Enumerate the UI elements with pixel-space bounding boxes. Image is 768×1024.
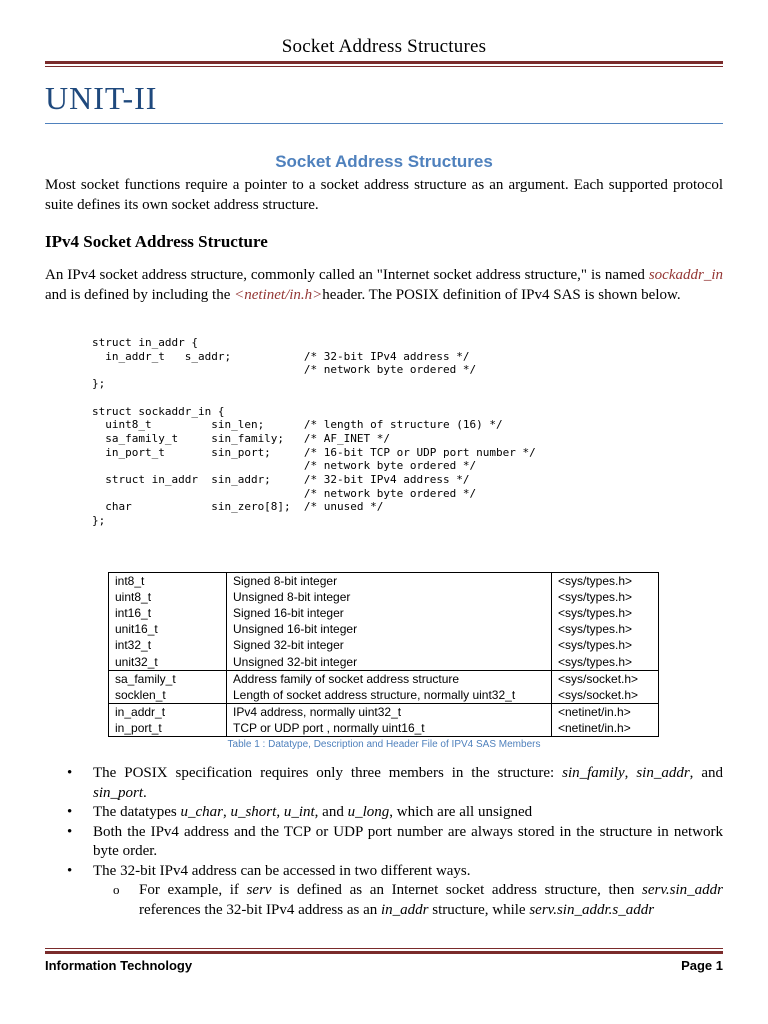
ipv4-text-3: header. The POSIX definition of IPv4 SAS is shown below. (322, 286, 681, 303)
list-item: • The datatypes u_char, u_short, u_int, and u_long, which are all unsigned (45, 803, 723, 823)
table-caption: Table 1 : Datatype, Description and Header File of IPV4 SAS Members (227, 739, 541, 750)
struct-code-block: struct in_addr { in_addr_t s_addr; /* 32-bit IPv4 address */ /* network byte ordered */ }; struct sockaddr_in { uint8_t sin_len; /* length of structure (16) */ sa_family_t sin_family; /* AF_INET */ in_port_t sin_port; /* 16-bit TCP or UDP port number */ /* network byte ordered */ struct in_addr sin_addr; /* 32-bit IPv4 address */ /* network byte ordered */ char sin_zero[8]; /* unused */ }; (92, 336, 536, 528)
table-row (109, 720, 659, 737)
type-cell: socklen_t (109, 687, 227, 704)
unit-heading: UNIT-II (45, 80, 158, 116)
table-row (109, 637, 659, 653)
circle-bullet-icon: o (113, 882, 120, 897)
ipv4-heading: IPv4 Socket Address Structure (45, 232, 268, 251)
type-cell: unit16_t (109, 621, 227, 637)
page-number: Page 1 (681, 958, 723, 973)
ipv4-text-1: An IPv4 socket address structure, commonly called an "Internet socket address structure," is named (45, 267, 649, 283)
type-cell: in_port_t (109, 720, 227, 737)
bullet-dot-icon: • (67, 823, 73, 840)
description-cell: Unsigned 8-bit integer (227, 589, 552, 605)
unit-heading-rule (45, 123, 723, 124)
description-cell: TCP or UDP port , normally uint16_t (227, 720, 552, 737)
description-cell: Length of socket address structure, normally uint32_t (227, 687, 552, 704)
footer-department: Information Technology (45, 958, 193, 973)
header-file-cell: <sys/socket.h> (552, 670, 659, 687)
table-row (109, 653, 659, 670)
type-cell: uint8_t (109, 589, 227, 605)
header-file-cell: <sys/types.h> (552, 637, 659, 653)
table-row (109, 670, 659, 687)
header-file-term: <netinet/in.h> (234, 286, 323, 303)
section-title: Socket Address Structures (275, 152, 493, 171)
header-file-cell: <sys/types.h> (552, 573, 659, 590)
header-rule-thick (45, 61, 723, 64)
header-file-cell: <netinet/in.h> (552, 720, 659, 737)
sockaddr-in-term: sockaddr_in (648, 267, 723, 283)
ipv4-paragraph (45, 266, 723, 305)
type-cell: sa_family_t (109, 670, 227, 687)
description-cell: Signed 8-bit integer (227, 573, 552, 590)
sub-list (93, 881, 723, 920)
list-item: • The 32-bit IPv4 address can be accessed in two different ways. o For example, if serv is defined as an Internet socket address structure, then serv.sin_addr references the 32-bit IPv4 address as an in_addr structure, while serv.sin_addr.s_addr (45, 862, 723, 921)
header-rule-thin (45, 66, 723, 67)
description-cell: Signed 32-bit integer (227, 637, 552, 653)
description-cell: Signed 16-bit integer (227, 605, 552, 621)
bullet-list (45, 764, 723, 920)
description-cell: Unsigned 16-bit integer (227, 621, 552, 637)
bullet-dot-icon: • (67, 804, 73, 820)
table-row (109, 589, 659, 605)
footer-rule-thin (45, 948, 723, 949)
type-cell: int16_t (109, 605, 227, 621)
bullet-dot-icon: • (67, 862, 73, 879)
ipv4-text-2: and is defined by including the (45, 286, 235, 303)
type-cell: unit32_t (109, 653, 227, 670)
page-header-title: Socket Address Structures (281, 36, 487, 57)
header-file-cell: <sys/types.h> (552, 621, 659, 637)
intro-paragraph: Most socket functions require a pointer to a socket address structure as an argument. Each supported protocol suite defines its own socket address structure. (45, 177, 723, 213)
table-row (109, 573, 659, 590)
header-file-cell: <netinet/in.h> (552, 703, 659, 720)
list-item: • The POSIX specification requires only three members in the structure: sin_family, sin_addr, and sin_port. (67, 765, 723, 801)
table-row (109, 605, 659, 621)
table-row (109, 703, 659, 720)
sub-list-item: o For example, if serv is defined as an Internet socket address structure, then serv.sin_addr references the 32-bit IPv4 address as an in_addr structure, while serv.sin_addr.s_addr (113, 882, 723, 918)
description-cell: Address family of socket address structure (227, 670, 552, 687)
table-row (109, 687, 659, 704)
header-file-cell: <sys/socket.h> (552, 687, 659, 704)
description-cell: IPv4 address, normally uint32_t (227, 703, 552, 720)
type-cell: int32_t (109, 637, 227, 653)
footer-rule-thick (45, 951, 723, 954)
header-file-cell: <sys/types.h> (552, 589, 659, 605)
header-file-cell: <sys/types.h> (552, 605, 659, 621)
type-cell: int8_t (109, 573, 227, 590)
bullet-dot-icon: • (67, 765, 73, 781)
header-file-cell: <sys/types.h> (552, 653, 659, 670)
datatype-table (108, 572, 659, 737)
list-item: • Both the IPv4 address and the TCP or UDP port number are always stored in the structure in network byte order. (67, 823, 723, 859)
description-cell: Unsigned 32-bit integer (227, 653, 552, 670)
type-cell: in_addr_t (109, 703, 227, 720)
table-row (109, 621, 659, 637)
